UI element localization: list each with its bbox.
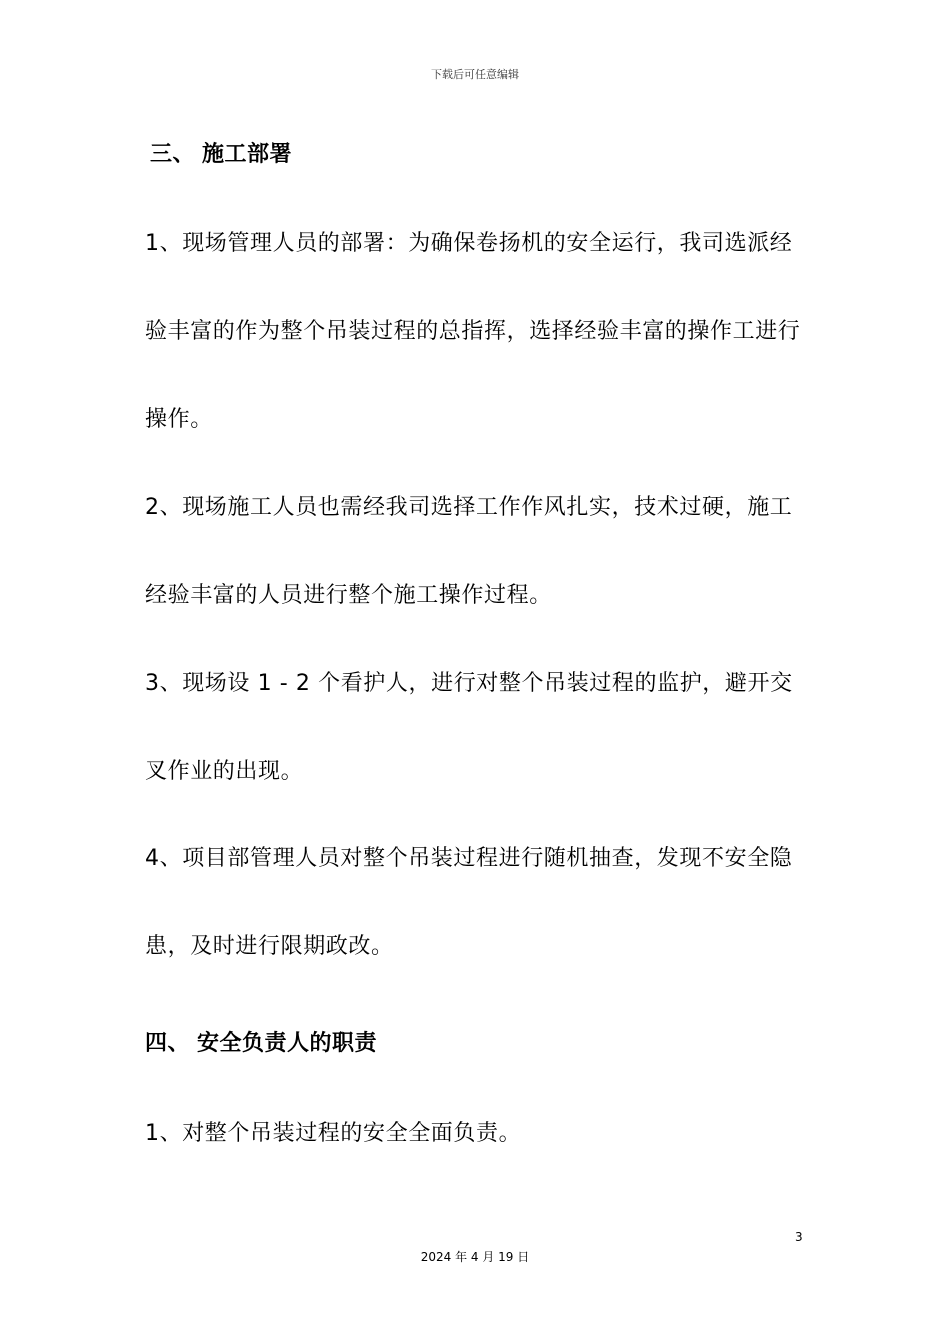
section-heading-safety-duties	[145, 1026, 377, 1057]
paragraph-safety-1: 1、对整个吊装过程的安全全面负责。	[145, 1121, 522, 1146]
footer-date: 2024 年 4 月 19 日	[420, 1250, 530, 1264]
section-heading-deployment	[150, 137, 292, 168]
section-number: 三、	[150, 142, 196, 167]
page-number: 3	[795, 1230, 803, 1244]
paragraph-deployment-2: 2、现场施工人员也需经我司选择工作作风扎实，技术过硬，施工经验丰富的人员进行整个施工操作过程。	[145, 495, 793, 608]
paragraph-deployment-4: 4、项目部管理人员对整个吊装过程进行随机抽查，发现不安全隐患，及时进行限期政改。	[145, 846, 793, 959]
section-title: 施工部署	[202, 142, 293, 167]
paragraph-deployment-3: 3、现场设 1 - 2 个看护人，进行对整个吊装过程的监护，避开交叉作业的出现。	[145, 671, 793, 784]
paragraph-deployment-1: 1、现场管理人员的部署：为确保卷扬机的安全运行，我司选派经验丰富的作为整个吊装过程的总指挥，选择经验丰富的操作工进行操作。	[145, 231, 801, 432]
page-header: 下载后可任意编辑	[431, 68, 519, 81]
section-title: 安全负责人的职责	[197, 1031, 378, 1056]
section-number: 四、	[145, 1031, 191, 1056]
